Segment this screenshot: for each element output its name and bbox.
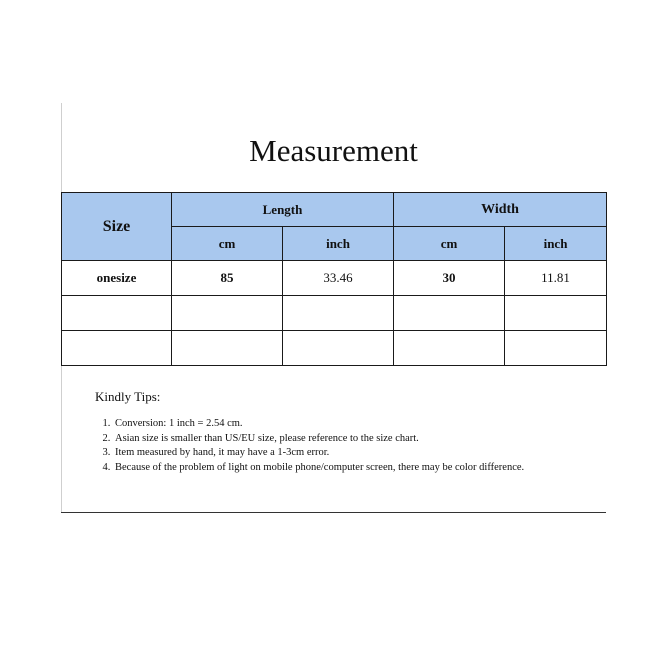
width-cm-cell bbox=[394, 296, 505, 331]
tips-section bbox=[95, 389, 575, 475]
length-header: Length bbox=[172, 193, 394, 227]
width-inch-cell: 11.81 bbox=[505, 261, 607, 296]
length-inch-cell bbox=[283, 331, 394, 366]
size-cell bbox=[62, 331, 172, 366]
bottom-divider bbox=[61, 512, 606, 513]
tip-item: 2. Asian size is smaller than US/EU size, please reference to the size chart. bbox=[113, 432, 575, 447]
tip-item: 4. Because of the problem of light on mobile phone/computer screen, there may be color difference. bbox=[113, 461, 575, 476]
tips-title: Kindly Tips: bbox=[95, 389, 161, 404]
tip-item: 3. Item measured by hand, it may have a 1-3cm error. bbox=[113, 446, 575, 461]
width-cm-cell: 30 bbox=[394, 261, 505, 296]
table-row bbox=[62, 296, 607, 331]
size-cell bbox=[62, 296, 172, 331]
width-cm-cell bbox=[394, 331, 505, 366]
width-inch-cell bbox=[505, 296, 607, 331]
width-inch-cell bbox=[505, 331, 607, 366]
size-header: Size bbox=[62, 193, 172, 261]
table-row bbox=[62, 331, 607, 366]
size-table bbox=[61, 192, 607, 366]
size-chart-card bbox=[61, 103, 606, 513]
width-header: Width bbox=[394, 193, 607, 227]
tips-list bbox=[95, 417, 575, 475]
table-row bbox=[62, 261, 607, 296]
unit-length-cm: cm bbox=[172, 227, 283, 261]
length-cm-cell bbox=[172, 331, 283, 366]
page-title: Measurement bbox=[249, 133, 418, 168]
unit-length-inch: inch bbox=[283, 227, 394, 261]
length-cm-cell bbox=[172, 296, 283, 331]
size-cell: onesize bbox=[62, 261, 172, 296]
length-cm-cell: 85 bbox=[172, 261, 283, 296]
unit-width-inch: inch bbox=[505, 227, 607, 261]
length-inch-cell bbox=[283, 296, 394, 331]
table-header-row bbox=[62, 193, 607, 227]
length-inch-cell: 33.46 bbox=[283, 261, 394, 296]
tip-item: 1. Conversion: 1 inch = 2.54 cm. bbox=[113, 417, 575, 432]
unit-width-cm: cm bbox=[394, 227, 505, 261]
